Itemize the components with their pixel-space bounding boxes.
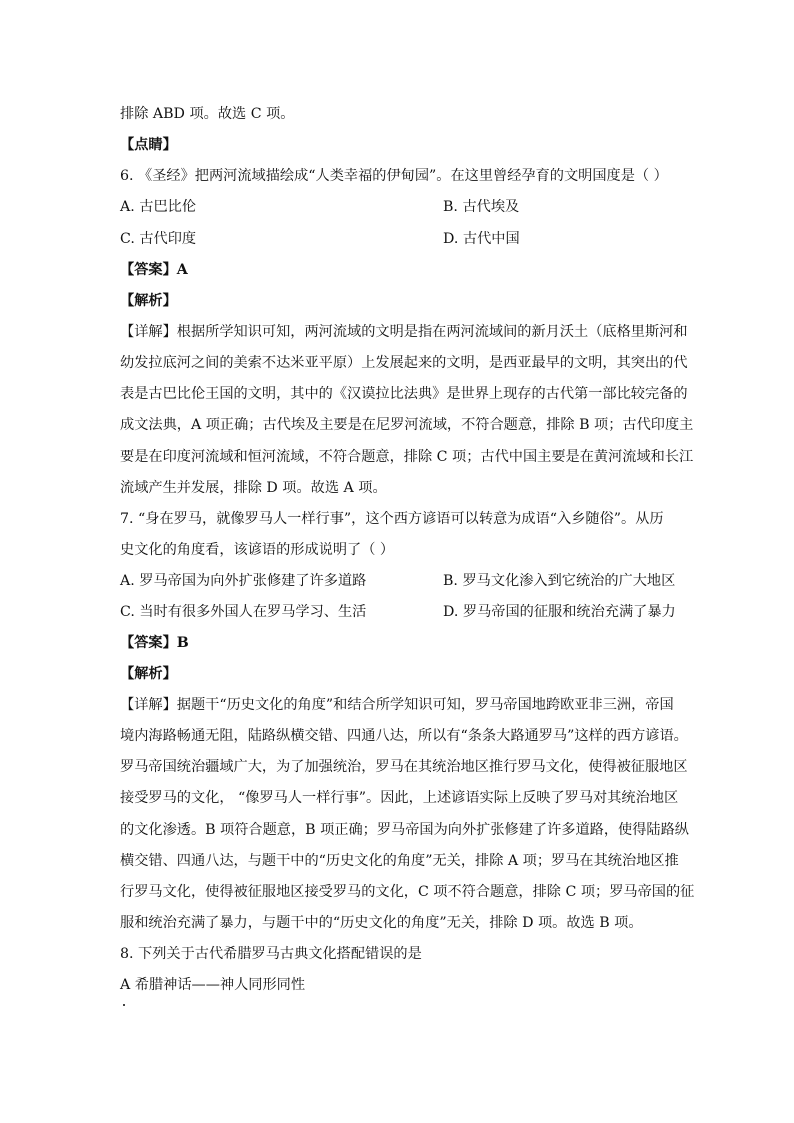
question-6-option-d: D. 古代中国 <box>443 231 520 247</box>
comment-heading: 【点睛】 <box>120 137 177 153</box>
question-6-detail-line: 流域产生并发展，排除 D 项。故选 A 项。 <box>120 480 387 496</box>
question-6-detail-line: 表是古巴比伦王国的文明，其中的《汉谟拉比法典》是世界上现存的古代第一部比较完备的 <box>120 386 688 402</box>
question-7-detail-line: 行罗马文化，使得被征服地区接受罗马的文化，C 项不符合题意，排除 C 项；罗马帝国的征 <box>120 884 695 900</box>
question-7-detail-line: 接受罗马的文化， “像罗马人一样行事”。因此，上述谚语实际上反映了罗马对其统治地区 <box>120 790 679 806</box>
question-7-detail-line: 的文化渗透。B 项符合题意，B 项正确；罗马帝国为向外扩张修建了许多道路，使得陆路纵 <box>120 822 689 838</box>
question-7-option-b: B. 罗马文化渗入到它统治的广大地区 <box>443 573 676 589</box>
question-6-stem: 6. 《圣经》把两河流域描绘成“人类幸福的伊甸园”。在这里曾经孕育的文明国度是（ ） <box>120 168 668 184</box>
question-6-analysis-heading: 【解析】 <box>120 293 177 309</box>
question-6-detail-line: 幼发拉底河之间的美索不达米亚平原）上发展起来的文明，是西亚最早的文明，其突出的代 <box>120 355 688 371</box>
question-7-stem: 7. “身在罗马，就像罗马人一样行事”，这个西方谚语可以转意为成语“入乡随俗”。从历 <box>120 511 664 527</box>
question-6-detail-line: 要是在印度河流域和恒河流域，不符合题意，排除 C 项；古代中国主要是在黄河流域和长江 <box>120 449 694 465</box>
question-8-option-a: A 希腊神话——神人同形同性 <box>120 977 306 993</box>
question-7-detail-line: 服和统治充满了暴力，与题干中的“历史文化的角度”无关，排除 D 项。故选 B 项。 <box>120 915 643 931</box>
question-7-detail-line: 横交错、四通八达，与题干中的“历史文化的角度”无关，排除 A 项；罗马在其统治地区推 <box>120 853 679 869</box>
question-6-option-b: B. 古代埃及 <box>443 199 520 215</box>
question-7-option-d: D. 罗马帝国的征服和统治充满了暴力 <box>443 604 676 620</box>
question-7-option-c: C. 当时有很多外国人在罗马学习、生活 <box>120 604 367 620</box>
question-7-detail-line: 境内海路畅通无阻，陆路纵横交错、四通八达，所以有“条条大路通罗马”这样的西方谚语。 <box>120 728 688 744</box>
question-7-detail-line: 罗马帝国统治疆域广大，为了加强统治，罗马在其统治地区推行罗马文化，使得被征服地区 <box>120 759 688 775</box>
question-7-detail-line: 【详解】据题干“历史文化的角度”和结合所学知识可知，罗马帝国地跨欧亚非三洲，帝国 <box>120 697 674 713</box>
question-7-answer: 【答案】B <box>120 635 189 651</box>
question-7-analysis-heading: 【解析】 <box>120 666 177 682</box>
question-7-option-a: A. 罗马帝国为向外扩张修建了许多道路 <box>120 573 367 589</box>
stray-mark <box>123 1004 125 1006</box>
question-6-detail-line: 成文法典，A 项正确；古代埃及主要是在尼罗河流域，不符合题意，排除 B 项；古代印度主 <box>120 417 694 433</box>
question-6-answer: 【答案】A <box>120 262 188 278</box>
question-6-detail-line: 【详解】根据所学知识可知，两河流域的文明是指在两河流域间的新月沃土（底格里斯河和 <box>120 324 688 340</box>
question-6-option-a: A. 古巴比伦 <box>120 199 197 215</box>
previous-conclusion: 排除 ABD 项。故选 C 项。 <box>120 106 295 122</box>
question-7-stem: 史文化的角度看，该谚语的形成说明了（ ） <box>120 542 395 558</box>
question-6-option-c: C. 古代印度 <box>120 231 197 247</box>
question-8-stem: 8. 下列关于古代希腊罗马古典文化搭配错误的是 <box>120 946 422 962</box>
